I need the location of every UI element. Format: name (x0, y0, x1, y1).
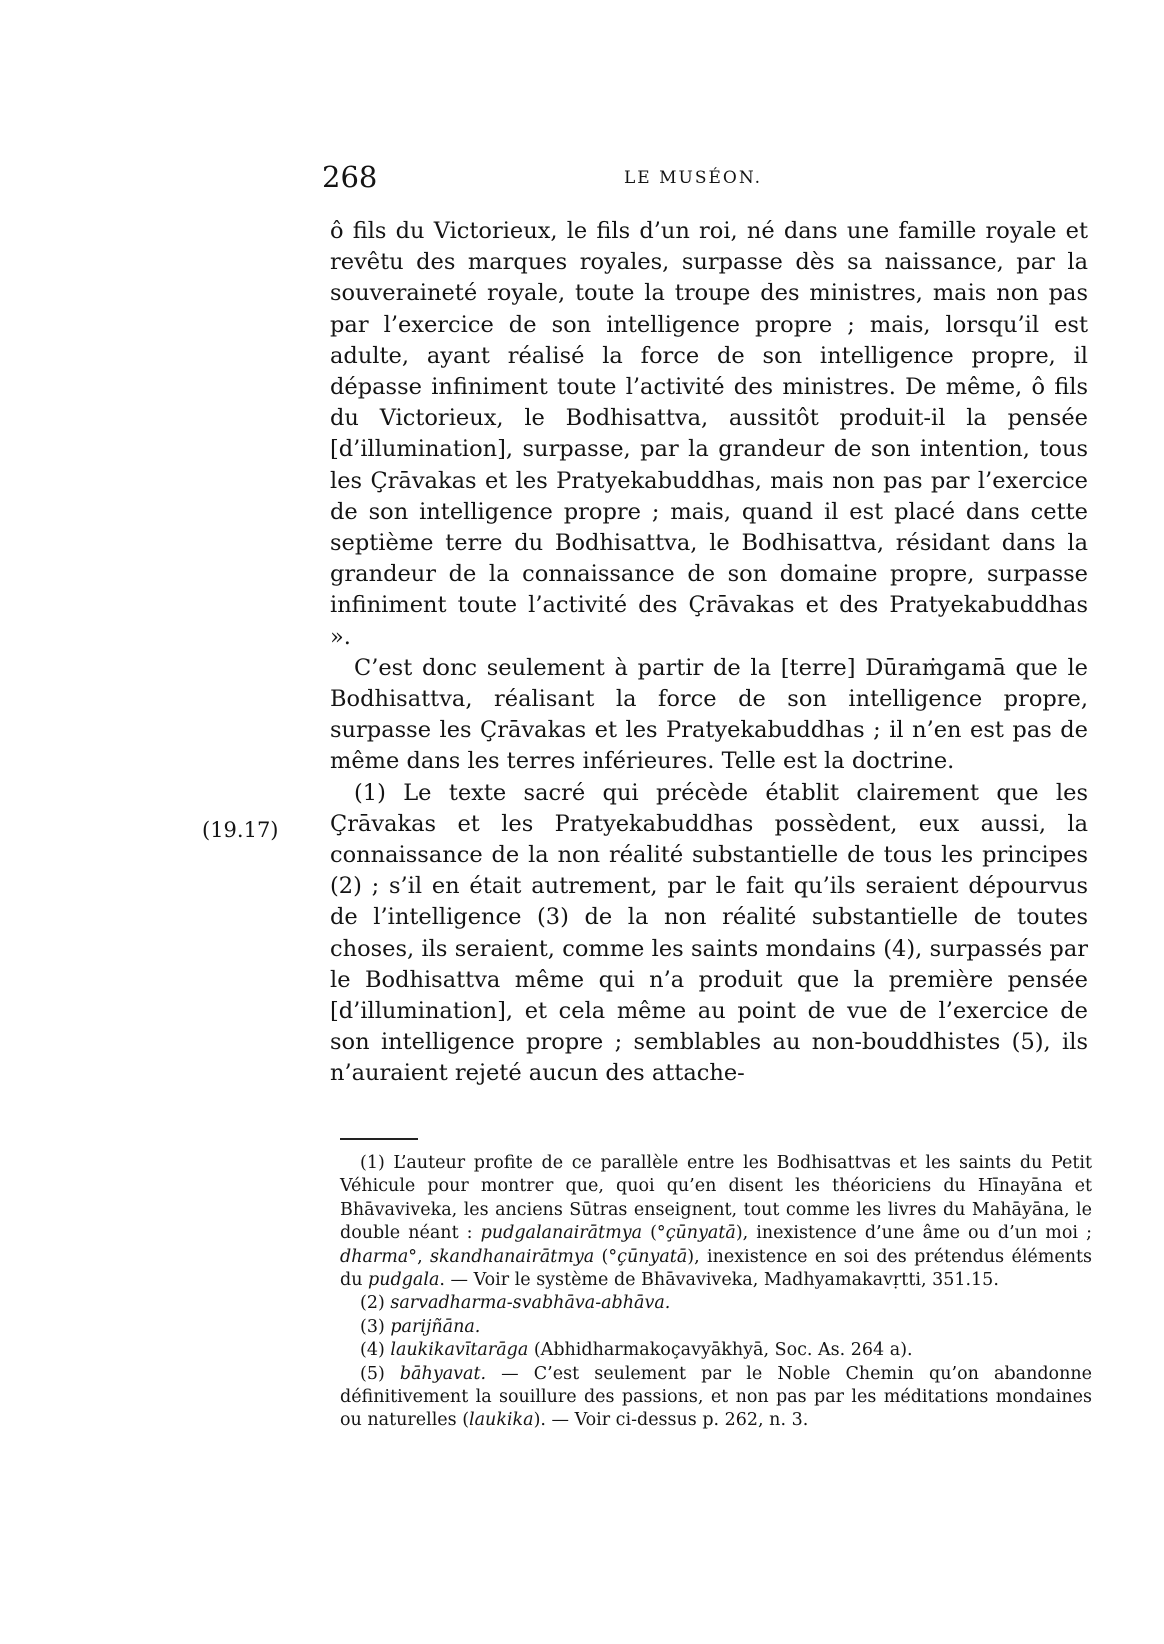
margin-reference: (19.17) (202, 818, 279, 842)
footnote-4: (4) laukikavītarāga (Abhidharmakoçavyākhyā, Soc. As. 264 a). (360, 1340, 913, 1361)
page-header (322, 160, 1090, 200)
page-number: 268 (322, 160, 378, 194)
paragraph: ô fils du Victorieux, le fils d’un roi, né dans une famille royale et revêtu des marques royales, surpasse dès sa naissance, par la souveraineté royale, toute la troupe des ministres, mais non pas par l’exercice de son intelligence propre ; mais, lorsqu’il est adulte, ayant réalisé la force de son intelligence propre, il dépasse infiniment toute l’activité des ministres. De même, ô fils du Victorieux, le Bodhisattva, aussitôt produit-il la pensée [d’illumination], surpasse, par la grandeur de son intention, tous les Çrāvakas et les Pratyekabuddhas, mais non pas par l’exercice de son intelligence propre ; mais, quand il est placé dans cette septième terre du Bodhisattva, le Bodhisattva, résidant dans la grandeur de la connaissance de son domaine propre, surpasse infiniment toute l’activité des Çrāvakas et des Pratyekabuddhas ». (330, 218, 1088, 650)
footnotes (340, 1152, 1092, 1433)
footnote-5: (5) bāhyavat. — C’est seulement par le Noble Chemin qu’on abandonne définitivement la souillure des passions, et non pas par les méditations mondaines ou naturelles (laukika). — Voir ci-dessus p. 262, n. 3. (340, 1363, 1092, 1431)
paragraph: (1) Le texte sacré qui précède établit clairement que les Çrāvakas et les Pratyekabuddhas possèdent, eux aussi, la connaissance de la non réalité substantielle de tous les principes (2) ; s’il en était autrement, par le fait qu’ils seraient dépourvus de l’intelligence (3) de la non réalité substantielle de toutes choses, ils seraient, comme les saints mondains (4), surpassés par le Bodhisattva même qui n’a produit que la première pensée [d’illumination], et cela même au point de vue de l’exercice de son intelligence propre ; semblables au non-bouddhistes (5), ils n’auraient rejeté aucun des attache- (330, 779, 1088, 1087)
paragraph: C’est donc seulement à partir de la [terre] Dūraṁgamā que le Bodhisattva, réalisant la force de son intelligence propre, surpasse les Çrāvakas et les Pratyekabuddhas ; il n’en est pas de même dans les terres inférieures. Telle est la doctrine. (330, 654, 1088, 775)
footnote-3: (3) parijñāna. (360, 1316, 481, 1337)
footnote-2: (2) sarvadharma-svabhāva-abhāva. (360, 1293, 671, 1314)
footnote-1: (1) L’auteur profite de ce parallèle entre les Bodhisattvas et les saints du Petit Véhicule pour montrer que, quoi qu’en disent les théoriciens du Hīnayāna et Bhāvaviveka, les anciens Sūtras enseignent, tout comme les livres du Mahāyāna, le double néant : pudgalanairātmya (°çūnyatā), inexistence d’une âme ou d’un moi ; dharma°, skandhanairātmya (°çūnyatā), inexistence en soi des prétendus éléments du pudgala. — Voir le système de Bhāvaviveka, Madhyamakavṛtti, 351.15. (340, 1153, 1093, 1291)
footnote-divider (340, 1138, 418, 1140)
running-title: LE MUSÉON. (624, 168, 763, 188)
main-text (330, 216, 1088, 1090)
